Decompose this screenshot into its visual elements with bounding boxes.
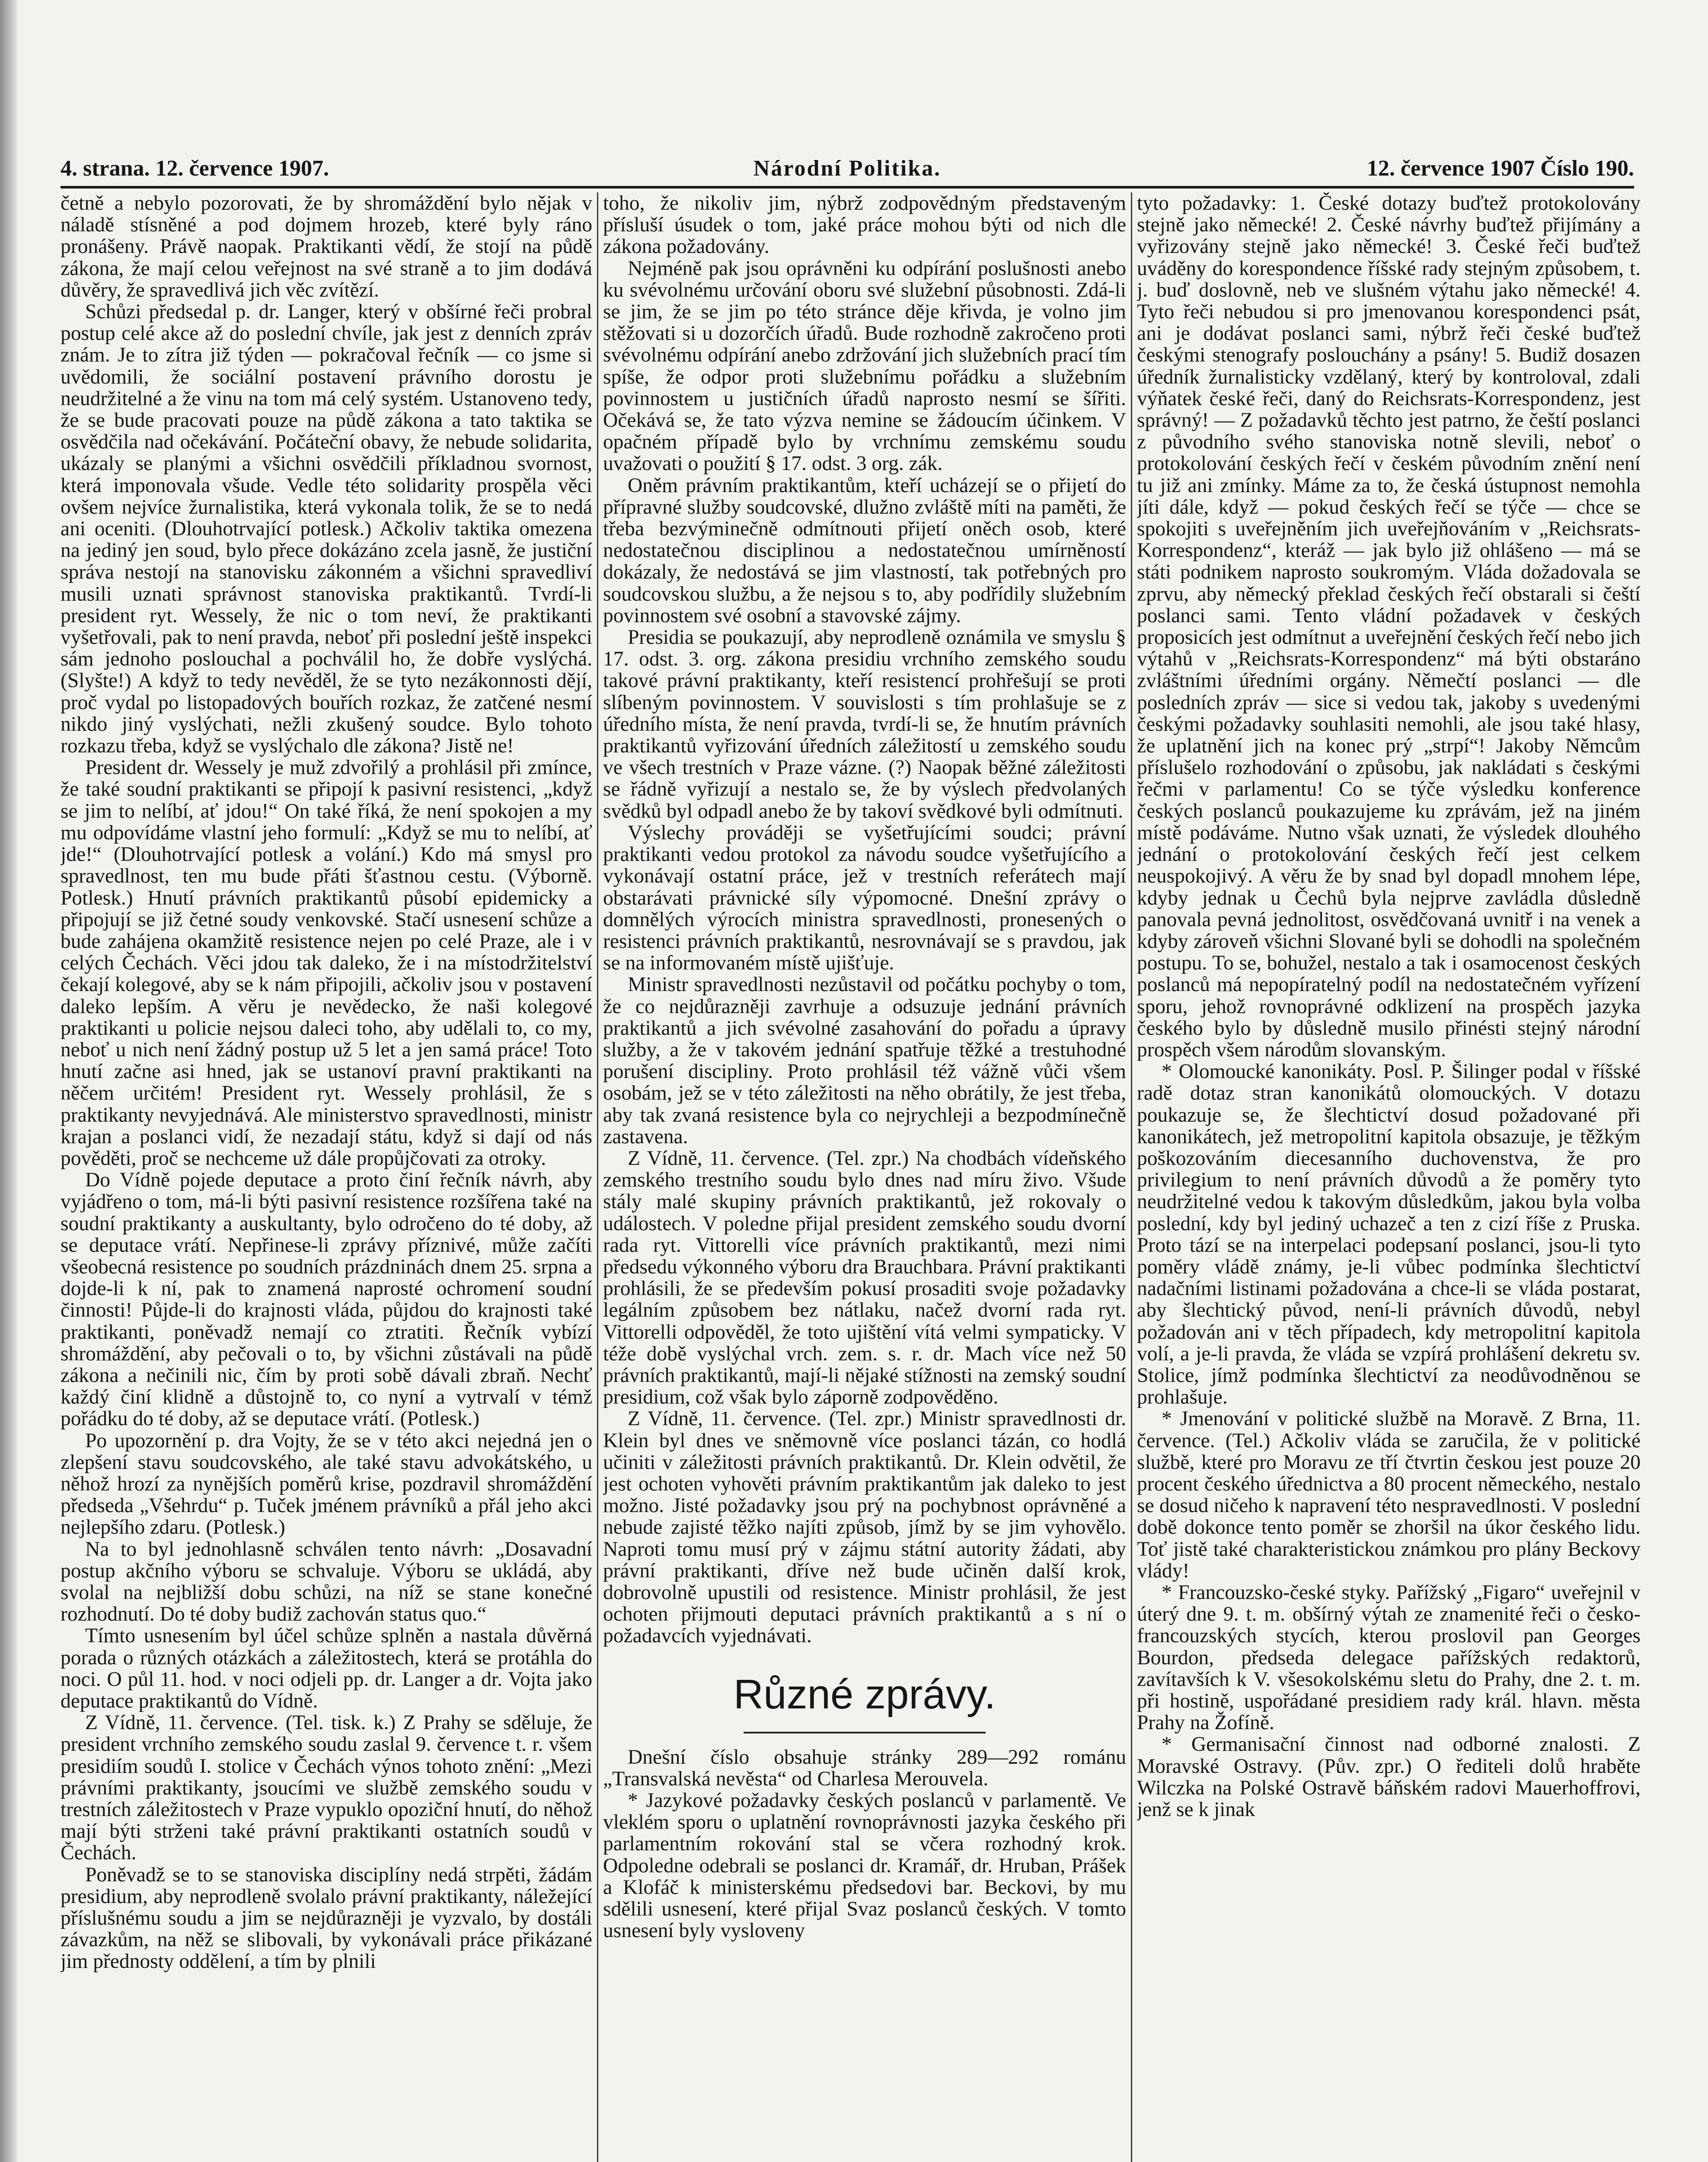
paragraph: Po upozornění p. dra Vojty, že se v této akci nejedná jen o zlepšení stavu soudcovského, ale také stavu advokátského, u něhož hrozí za nynějších poměrů krise, pozdravil shromáždění předseda „Všehrdu“ p. Tuček jménem právníků a přál jeho akci nejlepšího zdaru. (Potlesk.) bbox=[61, 1429, 592, 1539]
paragraph: * Jmenování v politické službě na Moravě. Z Brna, 11. července. (Tel.) Ačkoliv vláda se zaručila, že v politické službě, které pro Moravu ze tří čtvrtin českou jest pouze 20 procent českého úřednictva a 80 procent německého, nestalo se dosud ničeho k napravení této nespravedlnosti. V poslední době dokonce tento poměr se zhoršil na úkor českého lidu. Toť jistě také charakteristickou známkou pro plány Beckovy vlády! bbox=[1137, 1407, 1641, 1582]
paragraph: Z Vídně, 11. července. (Tel. zpr.) Na chodbách vídeňského zemského trestního soudu bylo dnes nad míru živo. Všude stály malé skupiny právních praktikantů, jež rokovaly o událostech. V poledne přijal president zemského soudu dvorní rada ryt. Vittorelli více právních praktikantů, mezi nimi předsedu výkonného výboru dra Brauchbara. Právní praktikanti prohlásili, že se především pokusí prosaditi svoje požadavky legálním způsobem bez nátlaku, načež dvorní rada ryt. Vittorelli odpověděl, že toto ujištění vítá velmi sympaticky. V téže době vyslýchal vrch. zem. s. r. dr. Mach více než 50 právních praktikantů, mají-li nějaké stížnosti na zemský soudní presidium, což však bylo záporně zodpověděno. bbox=[603, 1147, 1126, 1409]
masthead-title: Národní Politika. bbox=[753, 156, 942, 181]
paragraph: * Germanisační činnost nad odborné znalosti. Z Moravské Ostravy. (Pův. zpr.) O řediteli dolů hraběte Wilczka na Polské Ostravě báňském radovi Mauerhoffrovi, jenž se k jinak bbox=[1137, 1733, 1641, 1821]
paragraph: Nejméně pak jsou oprávněni ku odpírání poslušnosti anebo ku svévolnému určování oboru své služební působnosti. Zdá-li se jim, že se jim po této stránce děje křivda, je volno jim stěžovati si u dozorčích úřadů. Bude rozhodně zakročeno proti svévolnému odpírání anebo zdržování jich služebních prací tím spíše, že odpor proti služebnímu pořádku a služebním povinnostem u justičních úřadů naprosto nesmí se šířiti. Očekává se, že tato výzva nemine se žádoucím účinkem. V opačném případě bylo by vrchnímu zemskému soudu uvažovati o použití § 17. odst. 3 org. zák. bbox=[603, 257, 1126, 475]
paragraph: Na to byl jednohlasně schválen tento návrh: „Dosavadní postup akčního výboru se schvaluje. Výboru se ukládá, aby svolal na nejbližší dobu schůzi, na níž se stane konečné rozhodnutí. Do té doby budiž zachován status quo.“ bbox=[61, 1538, 592, 1626]
header-right: 12. července 1907 Číslo 190. bbox=[1366, 156, 1634, 181]
paragraph: tyto požadavky: 1. České dotazy buďtež protokolovány stejně jako německé! 2. České návrhy buďtež přijímány a vyřizovány stejně jako německé! 3. České řeči buďtež uváděny do korespondence říšské rady stejným způsobem, t. j. buď doslovně, neb ve slušném výtahu jako německé! 4. Tyto řeči nebudou si pro jmenovanou korespondenci psát, ani je dodávat poslanci sami, nýbrž řeči české buďtež českými stenografy poslouchány a psány! 5. Budiž dosazen úředník žurnalisticky vzdělaný, který by kontroloval, zdali výňatek české řeči, daný do Reichsrats-Korrespondenz, jest správný! — Z požadavků těchto jest patrno, že čeští poslanci z původního svého stanoviska notně slevili, neboť o protokolování českých řečí v českém původním znění není tu již ani zmínky. Máme za to, že česká ústupnost nemohla jíti dále, když — pokud českých řečí se týče — chce se spokojiti s uveřejněním jich uveřejňováním v „Reichsrats-Korrespondenz“, kteráž — jak bylo již ohlášeno — má se státi podnikem naprosto soukromým. Vláda dožadovala se zprvu, aby německý překlad českých řečí obstarali si čeští poslanci sami. Tento vládní požadavek v českých proposicích jest odmítnut a uveřejnění českých řečí nebo jich výtahů v „Reichsrats-Korrespondenz“ má býti obstaráno zvláštními úředními orgány. Němečtí poslanci — dle posledních zpráv — sice si vedou tak, jakoby s uvedenými českými požadavky souhlasiti nemohli, ale jsou také hlasy, že uplatnění jich na konec prý „strpí“! Jakoby Němcům příslušelo rozhodování o způsobu, jak nakládati s českými řečmi v parlamentu! Co se týče výsledku konference českých poslanců poukazujeme ku zprávám, jež na jiném místě podáváme. Nutno však uznati, že výsledek dlouhého jednání o protokolování českých řečí jest celkem neuspokojivý. A věru že by snad byl dopadl mnohem lépe, kdyby jednak u Čechů byla nejprve zavládla důsledně panovala pevná jednolitost, osvědčovaná uvnitř i na venek a kdyby zároveň všichni Slované byli se dohodli na společném postupu. To se, bohužel, nestalo a tak i osamocenost českých poslanců má nepopíratelný podíl na nedostatečném vyřízení sporu, jehož rovnoprávné odklizení na prospěch jazyka českého bylo by důsledně musilo přinésti stejný národní prospěch všem národům slovanským. bbox=[1137, 192, 1641, 1061]
paragraph: Z Vídně, 11. července. (Tel. zpr.) Ministr spravedlnosti dr. Klein byl dnes ve sněmovně více poslanci tázán, co hodlá učiniti v záležitosti právních praktikantů. Dr. Klein odvětil, že jest ochoten vyhověti právním praktikantům jak daleko to jest možno. Jisté požadavky jsou prý na pochybnost oprávněné a nebude zajisté těžko najíti způsob, jímž by se jim vyhovělo. Naproti tomu musí prý v zájmu státní autority žádati, aby právní praktikanti, dříve než bude učiněn další krok, dobrovolně upustili od resistence. Ministr prohlásil, že jest ochoten přijmouti deputaci právních praktikantů a s ní o požadavcích vyjednávati. bbox=[603, 1407, 1126, 1647]
page-edge-shadow bbox=[0, 0, 17, 2162]
paragraph: President dr. Wessely je muž zdvořilý a prohlásil při zmínce, že také soudní praktikanti se připojí k pasivní resistenci, „když se jim to nelíbí, ať jdou!“ On také říká, že není spokojen a my mu odpovídáme vlastní jeho formulí: „Když se mu to nelíbí, ať jde!“ (Dlouhotrvající potlesk a volání.) Kdo má smysl pro spravedlnost, ten mu bude přáti šťastnou cestu. (Výborně. Potlesk.) Hnutí právních praktikantů působí epidemicky a připojují se již četné soudy venkovské. Stačí usnesení schůze a bude zahájena okamžitě resistence nejen po celé Praze, ale i v celých Čechách. Věci jdou tak daleko, že i na místodržitelství čekají kolegové, aby se k nám připojili, ačkoliv jsou v postavení daleko lepším. A věru je nevědecko, že naši kolegové praktikanti u policie nejsou daleci toho, aby udělali to, co my, neboť u nich není žádný postup už 5 let a jen samá práce! Toto hnutí začne asi hned, jak se ustanoví pravní praktikanti na něčem určitém! President ryt. Wessely prohlásil, že s praktikanty nevyjednává. Ale ministerstvo spravedlnosti, ministr krajan a poslanci vidí, že nezadají státu, když si dají od nás pověděti, proč se nechceme už dále propůjčovati za otroky. bbox=[61, 756, 592, 1170]
header-left: 4. strana. 12. července 1907. bbox=[61, 156, 329, 181]
paragraph: * Jazykové požadavky českých poslanců v parlamentě. Ve vleklém sporu o uplatnění rovnoprávnosti jazyka českého při parlamentním rokování stal se včera rozhodný krok. Odpoledne odebrali se poslanci dr. Kramář, dr. Hruban, Prášek a Klofáč k ministerskému předsedovi bar. Beckovi, by mu sdělili usnesení, které přijal Svaz poslanců českých. V tomto usnesení byly vysloveny bbox=[603, 1789, 1126, 1942]
paragraph: četně a nebylo pozorovati, že by shromáždění bylo nějak v náladě stísněné a pod dojmem hrozeb, které byly ráno pronášeny. Právě naopak. Praktikanti vědí, že stojí na půdě zákona, že mají celou veřejnost na své straně a to jim dodává důvěry, že spravedlivá jich věc zvítězí. bbox=[61, 192, 592, 301]
paragraph: Dnešní číslo obsahuje stránky 289—292 románu „Transvalská nevěsta“ od Charlesa Merouvela. bbox=[603, 1746, 1126, 1790]
paragraph: Oněm právním praktikantům, kteří ucházejí se o přijetí do přípravné služby soudcovské, dlužno zvláště míti na paměti, že třeba bezvýminečně odmítnouti přijetí oněch osob, které nedostatečnou disciplinou a nedostatečnou umírněností dokázaly, že nedostává se jim vlastností, tak potřebných pro soudcovskou službu, a že nejsou s to, aby podřídily služebním povinnostem své osobní a stavovské zájmy. bbox=[603, 474, 1126, 627]
header-rule bbox=[61, 186, 1634, 189]
paragraph: Poněvadž se to se stanoviska disciplíny nedá strpěti, žádám presidium, aby neprodleně svolalo právní praktikanty, náležející příslušnému soudu a jim se nejdůrazněji je vyzvalo, by dostáli závazkům, na něž se slibovali, by vykonávali práce přikázané jim přednosty oddělení, a tím by plnili bbox=[61, 1863, 592, 1973]
paragraph: Z Vídně, 11. července. (Tel. tisk. k.) Z Prahy se sděluje, že president vrchního zemského soudu zaslal 9. července t. r. všem presidiím soudů I. stolice v Čechách výnos tohoto znění: „Mezi právními praktikanty, jsoucími ve službě zemského soudu v trestních záležitostech v Praze vypuklo opoziční hnutí, do něhož mají býti strženi také právní praktikanti ostatních soudů v Čechách. bbox=[61, 1711, 592, 1865]
paragraph: Ministr spravedlnosti nezůstavil od počátku pochyby o tom, že co nejdůrazněji zavrhuje a odsuzuje jednání právních praktikantů a jich svévolné zasahování do pořadu a úpravy služby, a že v takovém jednání spatřuje těžké a trestuhodné porušení discipliny. Proto prohlásil též vážně vůči všem osobám, jež se v této záležitosti na něho obrátily, že jest třeba, aby tak zvaná resistence byla co nejrychleji a bezpodmínečně zastavena. bbox=[603, 973, 1126, 1148]
section-heading-rule bbox=[744, 1732, 986, 1733]
column-3 bbox=[1137, 192, 1641, 2162]
paragraph: Tímto usnesením byl účel schůze splněn a nastala důvěrná porada o různých otázkách a záležitostech, která se protáhla do noci. O půl 11. hod. v noci odjeli pp. dr. Langer a dr. Vojta jako deputace praktikantů do Vídně. bbox=[61, 1625, 592, 1713]
column-1 bbox=[61, 192, 592, 2162]
section-heading: Různé zprávy. bbox=[733, 1671, 996, 1717]
column-2 bbox=[603, 192, 1126, 2162]
paragraph: Výslechy prováději se vyšetřujícími soudci; právní praktikanti vedou protokol za návodu soudce vyšetřujícího a vykonávají ostatní práce, jež v trestních referátech mají obstarávati právnické síly výpomocné. Dnešní zprávy o domnělých výrocích ministra spravedlnosti, pronesených o resistenci právních praktikantů, nesrovnávají se s pravdou, jak se na informovaném místě ujišťuje. bbox=[603, 821, 1126, 975]
column-rule-1 bbox=[597, 192, 598, 2162]
paragraph: Schůzi předsedal p. dr. Langer, který v obšírné řeči probral postup celé akce až do poslední chvíle, jak jest z denních zpráv znám. Je to zítra již týden — pokračoval řečník — co jsme si uvědomili, že sociální postavení právního dorostu je neudržitelné a že vinu na tom má celý systém. Ustanoveno tedy, že se bude pracovati pouze na půdě zákona a tato taktika se osvědčila nad očekávání. Počáteční obavy, že nebude solidarita, ukázaly se planými a všichni osvědčili příkladnou svornost, která imponovala všude. Vedle této solidarity prospěla věci ovšem nejvíce žurnalistika, která vykonala tolik, že se to nedá ani oceniti. (Dlouhotrvající potlesk.) Ačkoliv taktika omezena na jediný jen soud, bylo přece dokázáno zcela jasně, že justiční správa nestojí na stanovisku zákonném a všichni spravedliví musili uznati správnost stanoviska praktikantů. Tvrdí-li president ryt. Wessely, že nic o tom neví, že praktikanti vyšetřovali, pak to není pravda, neboť při poslední ještě inspekci sám jednoho poslouchal a pochválil ho, že dobře vyslýchá. (Slyšte!) A když to tedy nevěděl, že se tyto nezákonnosti dějí, proč vydal po listopadových bouřích rozkaz, že zatčené nesmí nikdo jiný vyslýchati, nežli zkušený soudce. Bylo tohoto rozkazu třeba, když se vyslýchalo dle zákona? Jistě ne! bbox=[61, 301, 592, 758]
page-header bbox=[61, 156, 1634, 186]
paragraph: toho, že nikoliv jim, nýbrž zodpovědným představeným přísluší úsudek o tom, jaké práce mohou býti od nich dle zákona požadovány. bbox=[603, 192, 1126, 258]
paragraph: * Olomoucké kanonikáty. Posl. P. Šilinger podal v říšské radě dotaz stran kanonikátů olomouckých. V dotazu poukazuje se, že šlechtictví dosud požadované při kanonikátech, jež metropolitní kapitola obsazuje, je těžkým poškozováním diecesanního duchovenstva, že pro privilegium to není právních důvodů a že poměry tyto neudržitelné vedou k takovým důsledkům, jakou byla volba poslední, kdy byl jediný uchazeč a ten z cizí říše z Pruska. Proto tází se na interpelaci podepsaní poslanci, jsou-li tyto poměry vládě známy, je-li vůbec podmínka šlechtictví nadačními listinami požadována a chce-li se vláda postarat, aby šlechtický původ, není-li právních důvodů, nebyl požadován ani v těch případech, kdy metropolitní kapitola volí, a je-li pravda, že vláda se vzpírá prohlášení dekretu sv. Stolice, jímž podmínka šlechtictví za neodůvodněnou se prohlašuje. bbox=[1137, 1060, 1641, 1409]
column-rule-2 bbox=[1131, 192, 1132, 2162]
paragraph: * Francouzsko-české styky. Pařížský „Figaro“ uveřejnil v úterý dne 9. t. m. obšírný výtah ze znamenité řeči o česko-francouzských stycích, kterou proslovil pan Georges Bourdon, předseda delegace pařížských redaktorů, zavítavších k V. všesokolskému sletu do Prahy, dne 2. t. m. při hostině, uspořádané presidiem rady král. hlavn. města Prahy na Žofíně. bbox=[1137, 1581, 1641, 1734]
paragraph: Presidia se poukazují, aby neprodleně oznámila ve smyslu § 17. odst. 3. org. zákona presidiu vrchního zemského soudu takové právní praktikanty, kteří resistencí prohřešují se proti slíbeným povinnostem. V souvislosti s tím prohlašuje se z úředního místa, že není pravda, tvrdí-li se, že hnutím právních praktikantů vyřizování úředních záležitostí u zemského soudu ve všech trestních v Praze vázne. (?) Naopak běžné záležitosti se řádně vyřizují a nestalo se, že by výslech předvolaných svědků byl odpadl anebo že by takoví svědkové byli odmítnuti. bbox=[603, 626, 1126, 822]
paragraph: Do Vídně pojede deputace a proto činí řečník návrh, aby vyjádřeno o tom, má-li býti pasivní resistence rozšířena také na soudní praktikanty a auskultanty, bylo odročeno do té doby, až se deputace vrátí. Nepřinese-li zprávy příznivé, může začíti všeobecná resistence po soudních prázdninách dnem 25. srpna a dojde-li k ní, pak to znamená naprosté ochromení soudní činnosti! Půjde-li do krajnosti vláda, půjdou do krajnosti také praktikanti, poněvadž nemají co ztratiti. Řečník vybízí shromáždění, aby pečovali o to, by všichni zůstávali na půdě zákona a nečinili nic, čím by proti sobě dávali zbraň. Nechť každý činí klidně a důstojně to, co nyní a vytrvalí v témž pořádku do té doby, až se deputace vrátí. (Potlesk.) bbox=[61, 1169, 592, 1430]
